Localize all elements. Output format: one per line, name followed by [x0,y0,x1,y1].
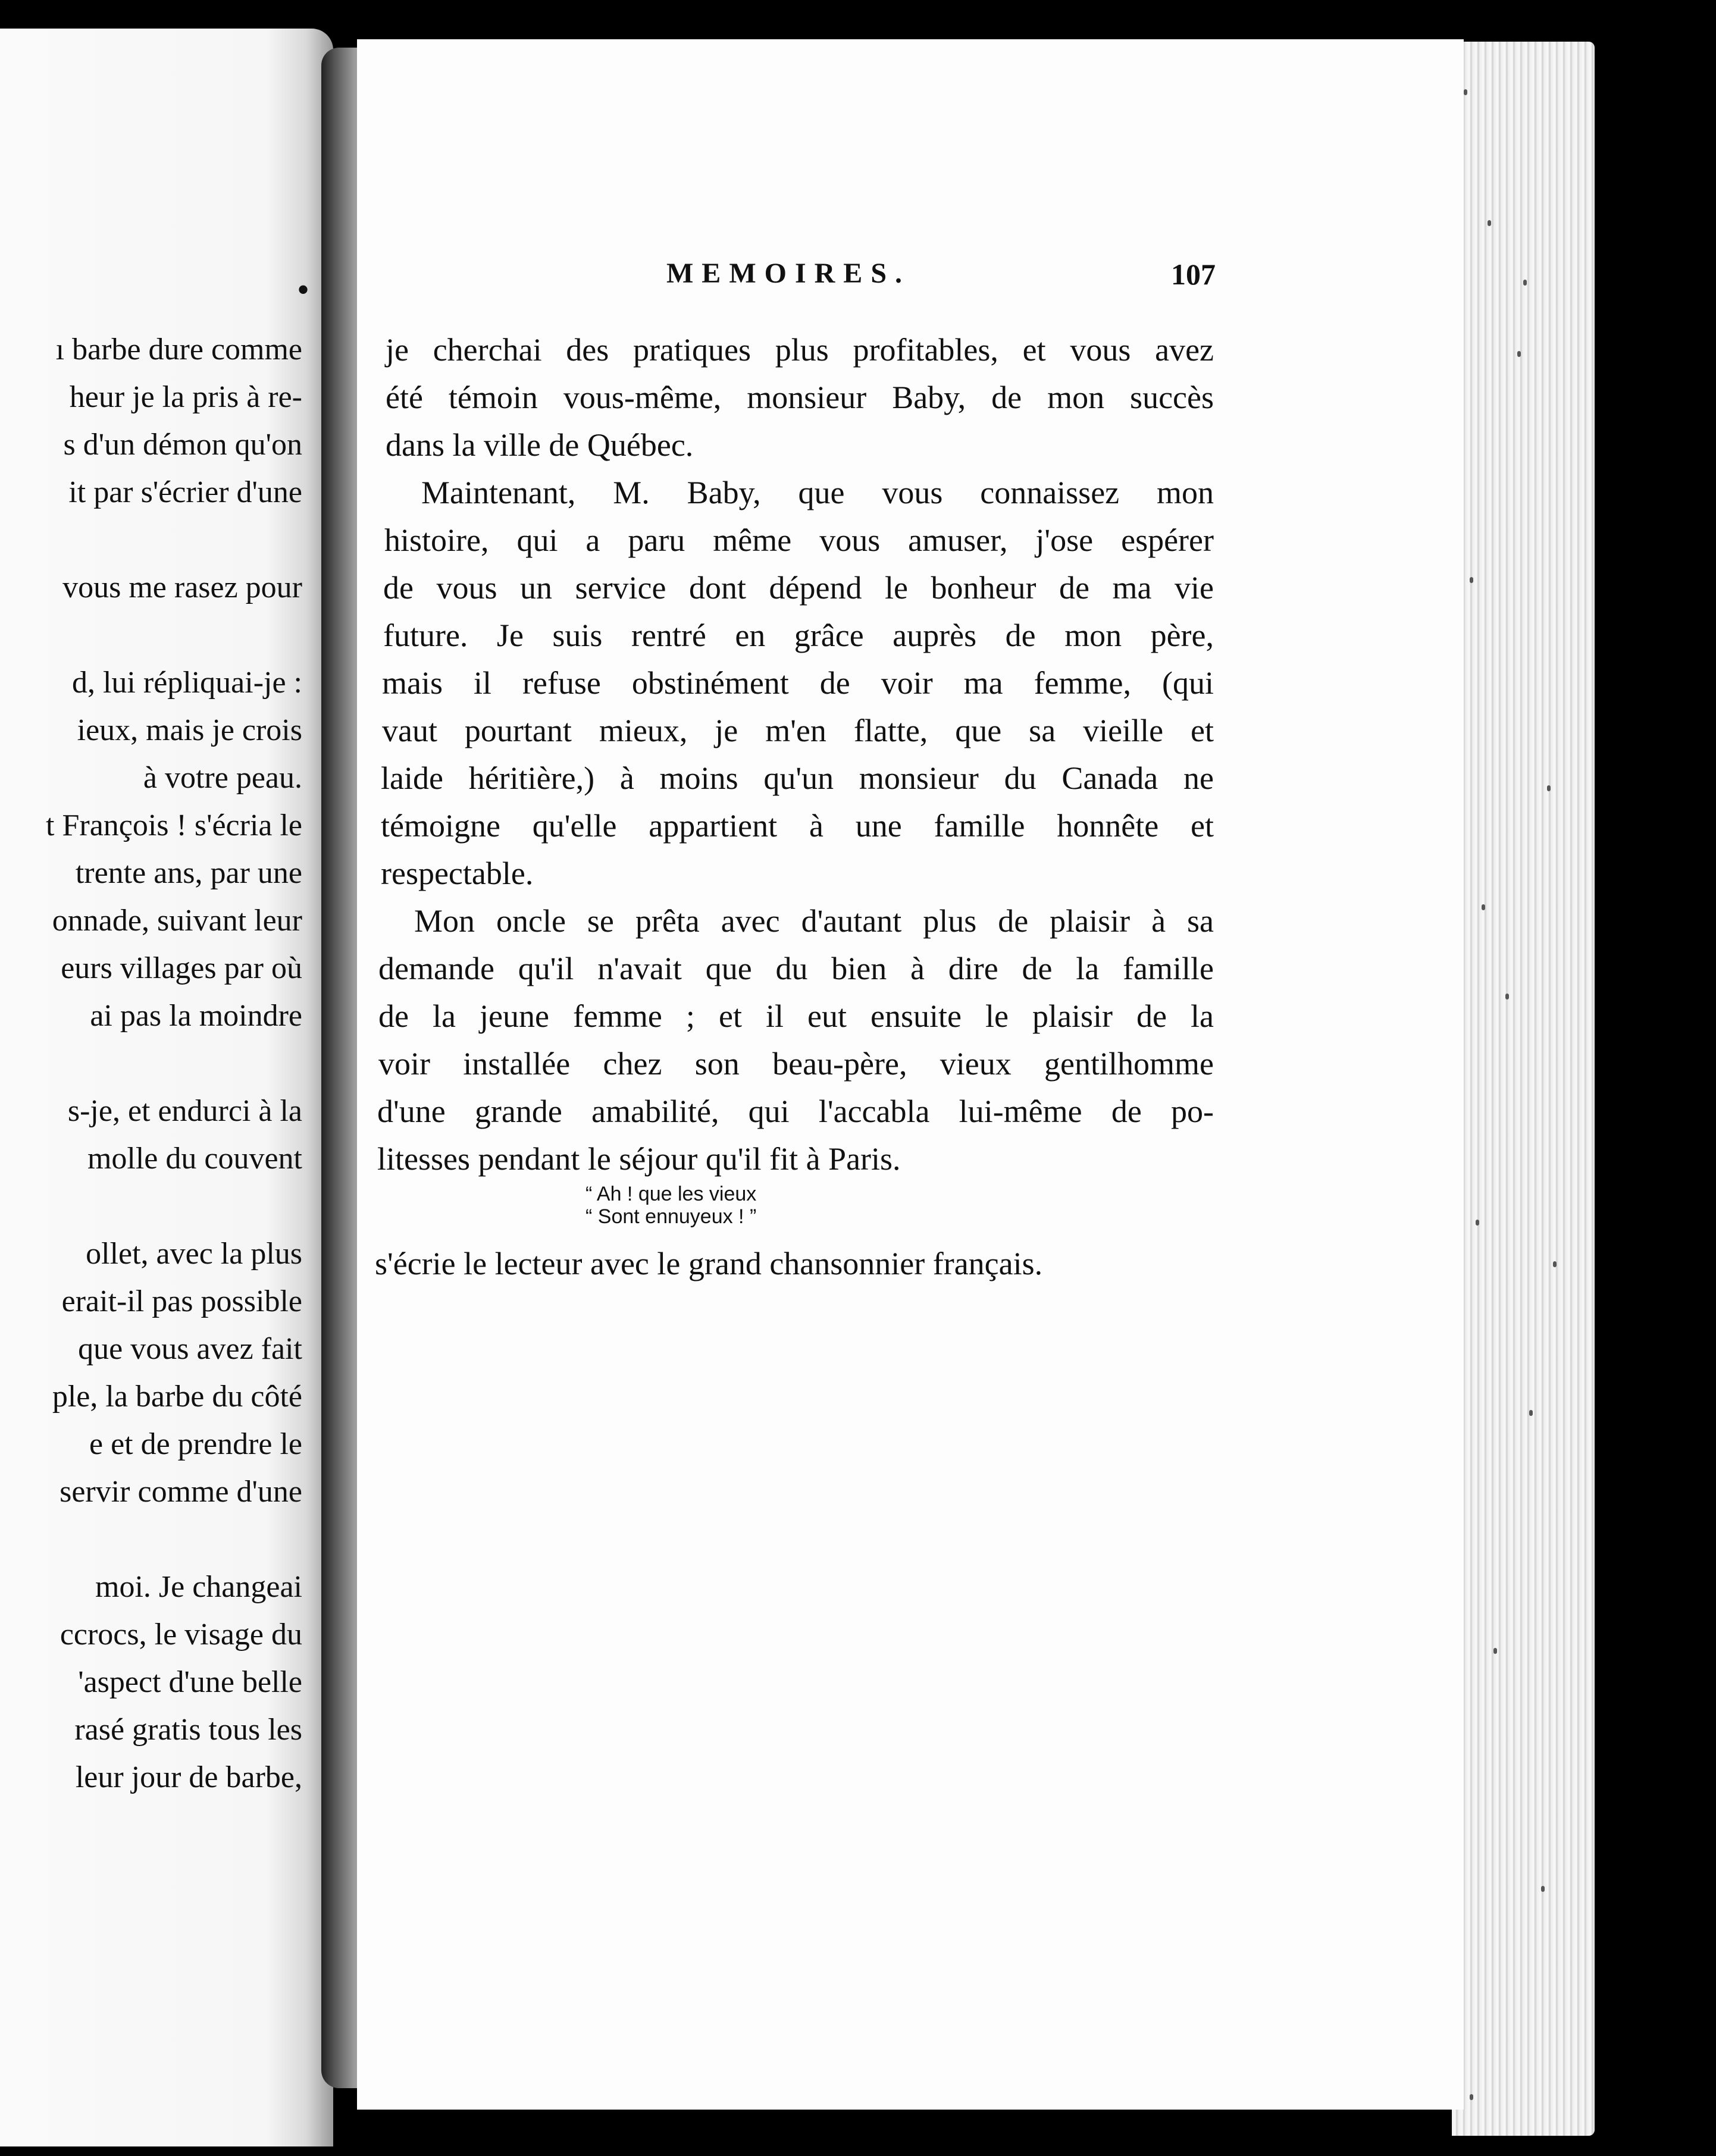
text-line: d'une grande amabilité, qui l'accabla lui-même de po- [377,1093,1214,1129]
edge-speck [1470,2094,1473,2100]
text-line: de vous un service dont dépend le bonheur de ma vie [383,570,1214,606]
left-text-line: ccrocs, le visage du [60,1618,302,1652]
left-text-line: ı barbe dure comme [55,333,302,366]
page-number: 107 [1171,258,1216,291]
left-text-line: ollet, avec la plus [86,1237,302,1271]
text-line: Mon oncle se prêta avec d'autant plus de plaisir à sa [414,903,1214,939]
left-text-line: trente ans, par une [75,856,302,890]
left-text-line: s-je, et endurci à la [67,1094,302,1128]
left-text-line: heur je la pris à re- [69,380,302,414]
left-text-line: ai pas la moindre [90,999,302,1033]
left-text-line: it par s'écrier d'une [68,475,302,509]
left-text-line: 'aspect d'une belle [78,1665,302,1699]
text-line: vaut pourtant mieux, je m'en flatte, que sa vieille et [382,713,1214,748]
left-text-line: servir comme d'une [60,1475,302,1509]
left-text-line: que vous avez fait [78,1332,302,1366]
left-page-mark: • [296,270,309,309]
edge-speck [1482,904,1485,910]
left-text-line: moi. Je changeai [95,1570,302,1604]
left-text-line: vous me rasez pour [62,571,302,604]
text-line: litesses pendant le séjour qu'il fit à Paris. [377,1141,901,1177]
edge-speck [1470,577,1473,583]
edge-speck [1553,1261,1557,1267]
left-text-line: ple, la barbe du côté [52,1380,302,1414]
left-text-line: d, lui répliquai-je : [71,666,302,700]
text-line: Maintenant, M. Baby, que vous connaissez mon [421,475,1214,510]
edge-speck [1547,785,1551,791]
edge-speck [1517,351,1521,357]
page-edges [1452,42,1595,2136]
text-line: de la jeune femme ; et il eut ensuite le plaisir de la [378,998,1214,1034]
verse-line: “ Ah ! que les vieux [585,1183,757,1205]
edge-speck [1476,1220,1479,1226]
left-text-line: onnade, suivant leur [52,904,302,938]
text-line: voir installée chez son beau-père, vieux gentilhomme [378,1046,1214,1082]
left-text-line: ieux, mais je crois [77,713,302,747]
text-line: demande qu'il n'avait que du bien à dire de la famille [378,951,1214,986]
text-line: histoire, qui a paru même vous amuser, j'ose espérer [384,522,1214,558]
left-text-line: s d'un démon qu'on [63,428,302,462]
text-line: je cherchai des pratiques plus profitables, et vous avez [386,332,1214,368]
text-line: été témoin vous-même, monsieur Baby, de mon succès [386,380,1214,415]
edge-speck [1523,280,1527,286]
left-text-line: erait-il pas possible [61,1284,302,1318]
text-line: dans la ville de Québec. [386,427,694,463]
left-text-line: t François ! s'écria le [46,808,302,842]
edge-speck [1464,89,1467,95]
text-line: respectable. [381,855,534,891]
left-text-line: eurs villages par où [61,951,302,985]
running-head: MEMOIRES. [666,258,911,289]
edge-speck [1541,1886,1545,1892]
left-text-line: e et de prendre le [89,1427,302,1461]
verse-line: “ Sont ennuyeux ! ” [585,1205,757,1228]
left-text-line: à votre peau. [143,761,302,795]
edge-speck [1488,220,1491,226]
text-line: mais il refuse obstinément de voir ma femme, (qui [382,665,1214,701]
edge-speck [1505,994,1509,999]
text-line: laide héritière,) à moins qu'un monsieur du Canada ne [381,760,1214,796]
closing-line: s'écrie le lecteur avec le grand chansonnier français. [375,1246,1043,1281]
left-text-line: leur jour de barbe, [75,1760,302,1794]
left-text-line: molle du couvent [87,1142,302,1176]
edge-speck [1529,1410,1533,1416]
left-page [0,29,333,2146]
left-text-line: rasé gratis tous les [74,1713,302,1747]
edge-speck [1493,1648,1497,1654]
text-line: témoigne qu'elle appartient à une famille honnête et [381,808,1214,844]
text-line: future. Je suis rentré en grâce auprès de mon père, [383,618,1214,653]
